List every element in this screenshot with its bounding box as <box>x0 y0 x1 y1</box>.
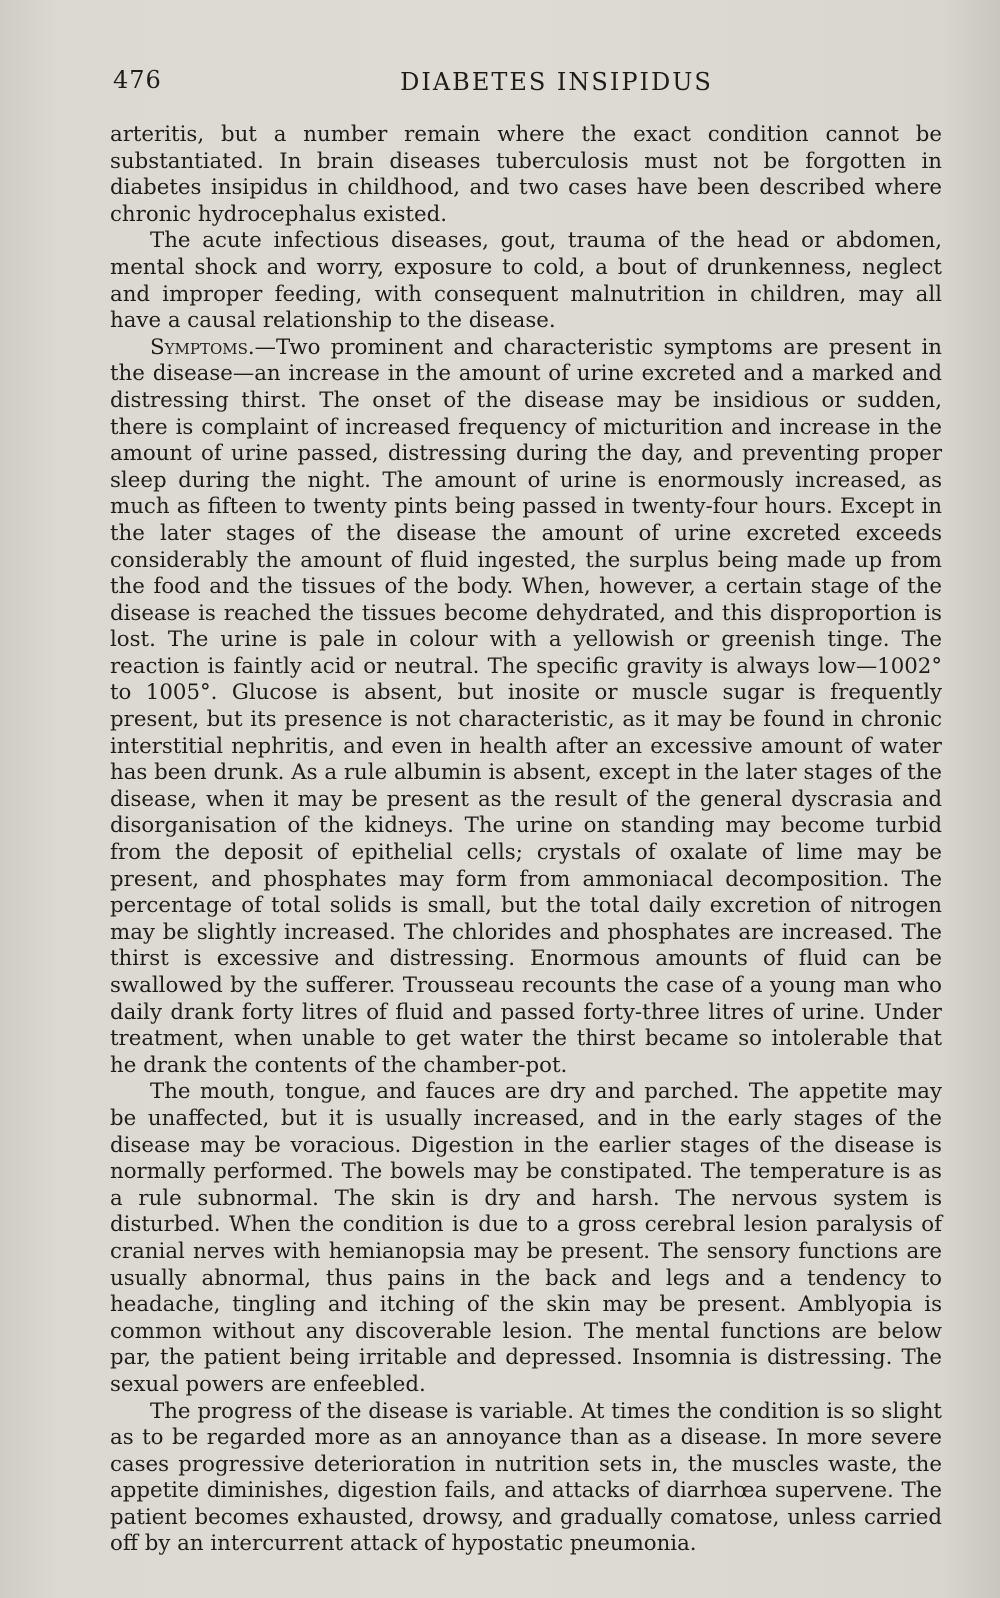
paragraph-continuation: arteritis, but a number remain where the exact condition cannot be substantiated. In brain diseases tuberculosis must not be forgotten in diabetes insipidus in childhood, and two cases have been described where chronic hydrocephalus existed. <box>110 122 942 227</box>
running-title: DIABETES INSIPIDUS <box>400 68 713 96</box>
body-text <box>110 122 942 1558</box>
paragraph-causes: The acute infectious diseases, gout, trauma of the head or abdomen, mental shock and worry, exposure to cold, a bout of drunkenness, neglect and improper feeding, with consequent malnutrition in children, may all have a causal relationship to the disease. <box>110 228 942 334</box>
section-heading-symptoms: Symptoms.— <box>150 334 276 360</box>
page-number: 476 <box>113 66 162 94</box>
paragraph-mouth: The mouth, tongue, and fauces are dry and parched. The appetite may be unaffected, but it is usually increased, and in the early stages of the disease may be voracious. Digestion in the earlier stages of the disease is normally performed. The bowels may be constipated. The temperature is as a rule subnormal. The skin is dry and harsh. The nervous system is disturbed. When the condition is due to a gross cerebral lesion paralysis of cranial nerves with hemianopsia may be present. The sensory functions are usually abnormal, thus pains in the back and legs and a tendency to headache, tingling and itching of the skin may be present. Amblyopia is common without any discoverable lesion. The mental functions are below par, the patient being irritable and depressed. Insomnia is distressing. The sexual powers are enfeebled. <box>110 1079 942 1397</box>
paragraph-symptoms-text: Two prominent and characteristic symptoms are present in the disease—an increase in the amount of urine excreted and a marked and distressing thirst. The onset of the disease may be insidious or sudden, there is complaint of increased frequency of micturition and increase in the amount of urine passed, distressing during the day, and preventing proper sleep during the night. The amount of urine is enormously increased, as much as fifteen to twenty pints being passed in twenty-four hours. Except in the later stages of the disease the amount of urine excreted exceeds considerably the amount of fluid ingested, the surplus being made up from the food and the tissues of the body. When, however, a certain stage of the disease is reached the tissues become dehydrated, and this disproportion is lost. The urine is pale in colour with a yellowish or greenish tinge. The reaction is faintly acid or neutral. The specific gravity is always low—1002° to 1005°. Glucose is absent, but inosite or muscle sugar is frequently present, but its presence is not characteristic, as it may be found in chronic interstitial nephritis, and even in health after an excessive amount of water has been drunk. As a rule albumin is absent, except in the later stages of the disease, when it may be present as the result of the general dyscrasia and disorganisation of the kidneys. The urine on standing may become turbid from the deposit of epithelial cells; crystals of oxalate of lime may be present, and phosphates may form from ammoniacal decomposition. The percentage of total solids is small, but the total daily excretion of nitrogen may be slightly increased. The chlorides and phosphates are increased. The thirst is excessive and distressing. Enormous amounts of fluid can be swallowed by the sufferer. Trousseau recounts the case of a young man who daily drank forty litres of fluid and passed forty-three litres of urine. Under treatment, when unable to get water the thirst became so intolerable that he drank the contents of the chamber-pot. <box>110 334 942 1078</box>
paragraph-symptoms <box>110 335 942 1080</box>
running-head <box>113 66 940 106</box>
paragraph-progress: The progress of the disease is variable. At times the condition is so slight as to be regarded more as an annoyance than as a disease. In more severe cases progressive deterioration in nutrition sets in, the muscles waste, the appetite diminishes, digestion fails, and attacks of diarrhœa supervene. The patient becomes exhausted, drowsy, and gradually comatose, unless carried off by an intercurrent attack of hypostatic pneumonia. <box>110 1398 942 1557</box>
